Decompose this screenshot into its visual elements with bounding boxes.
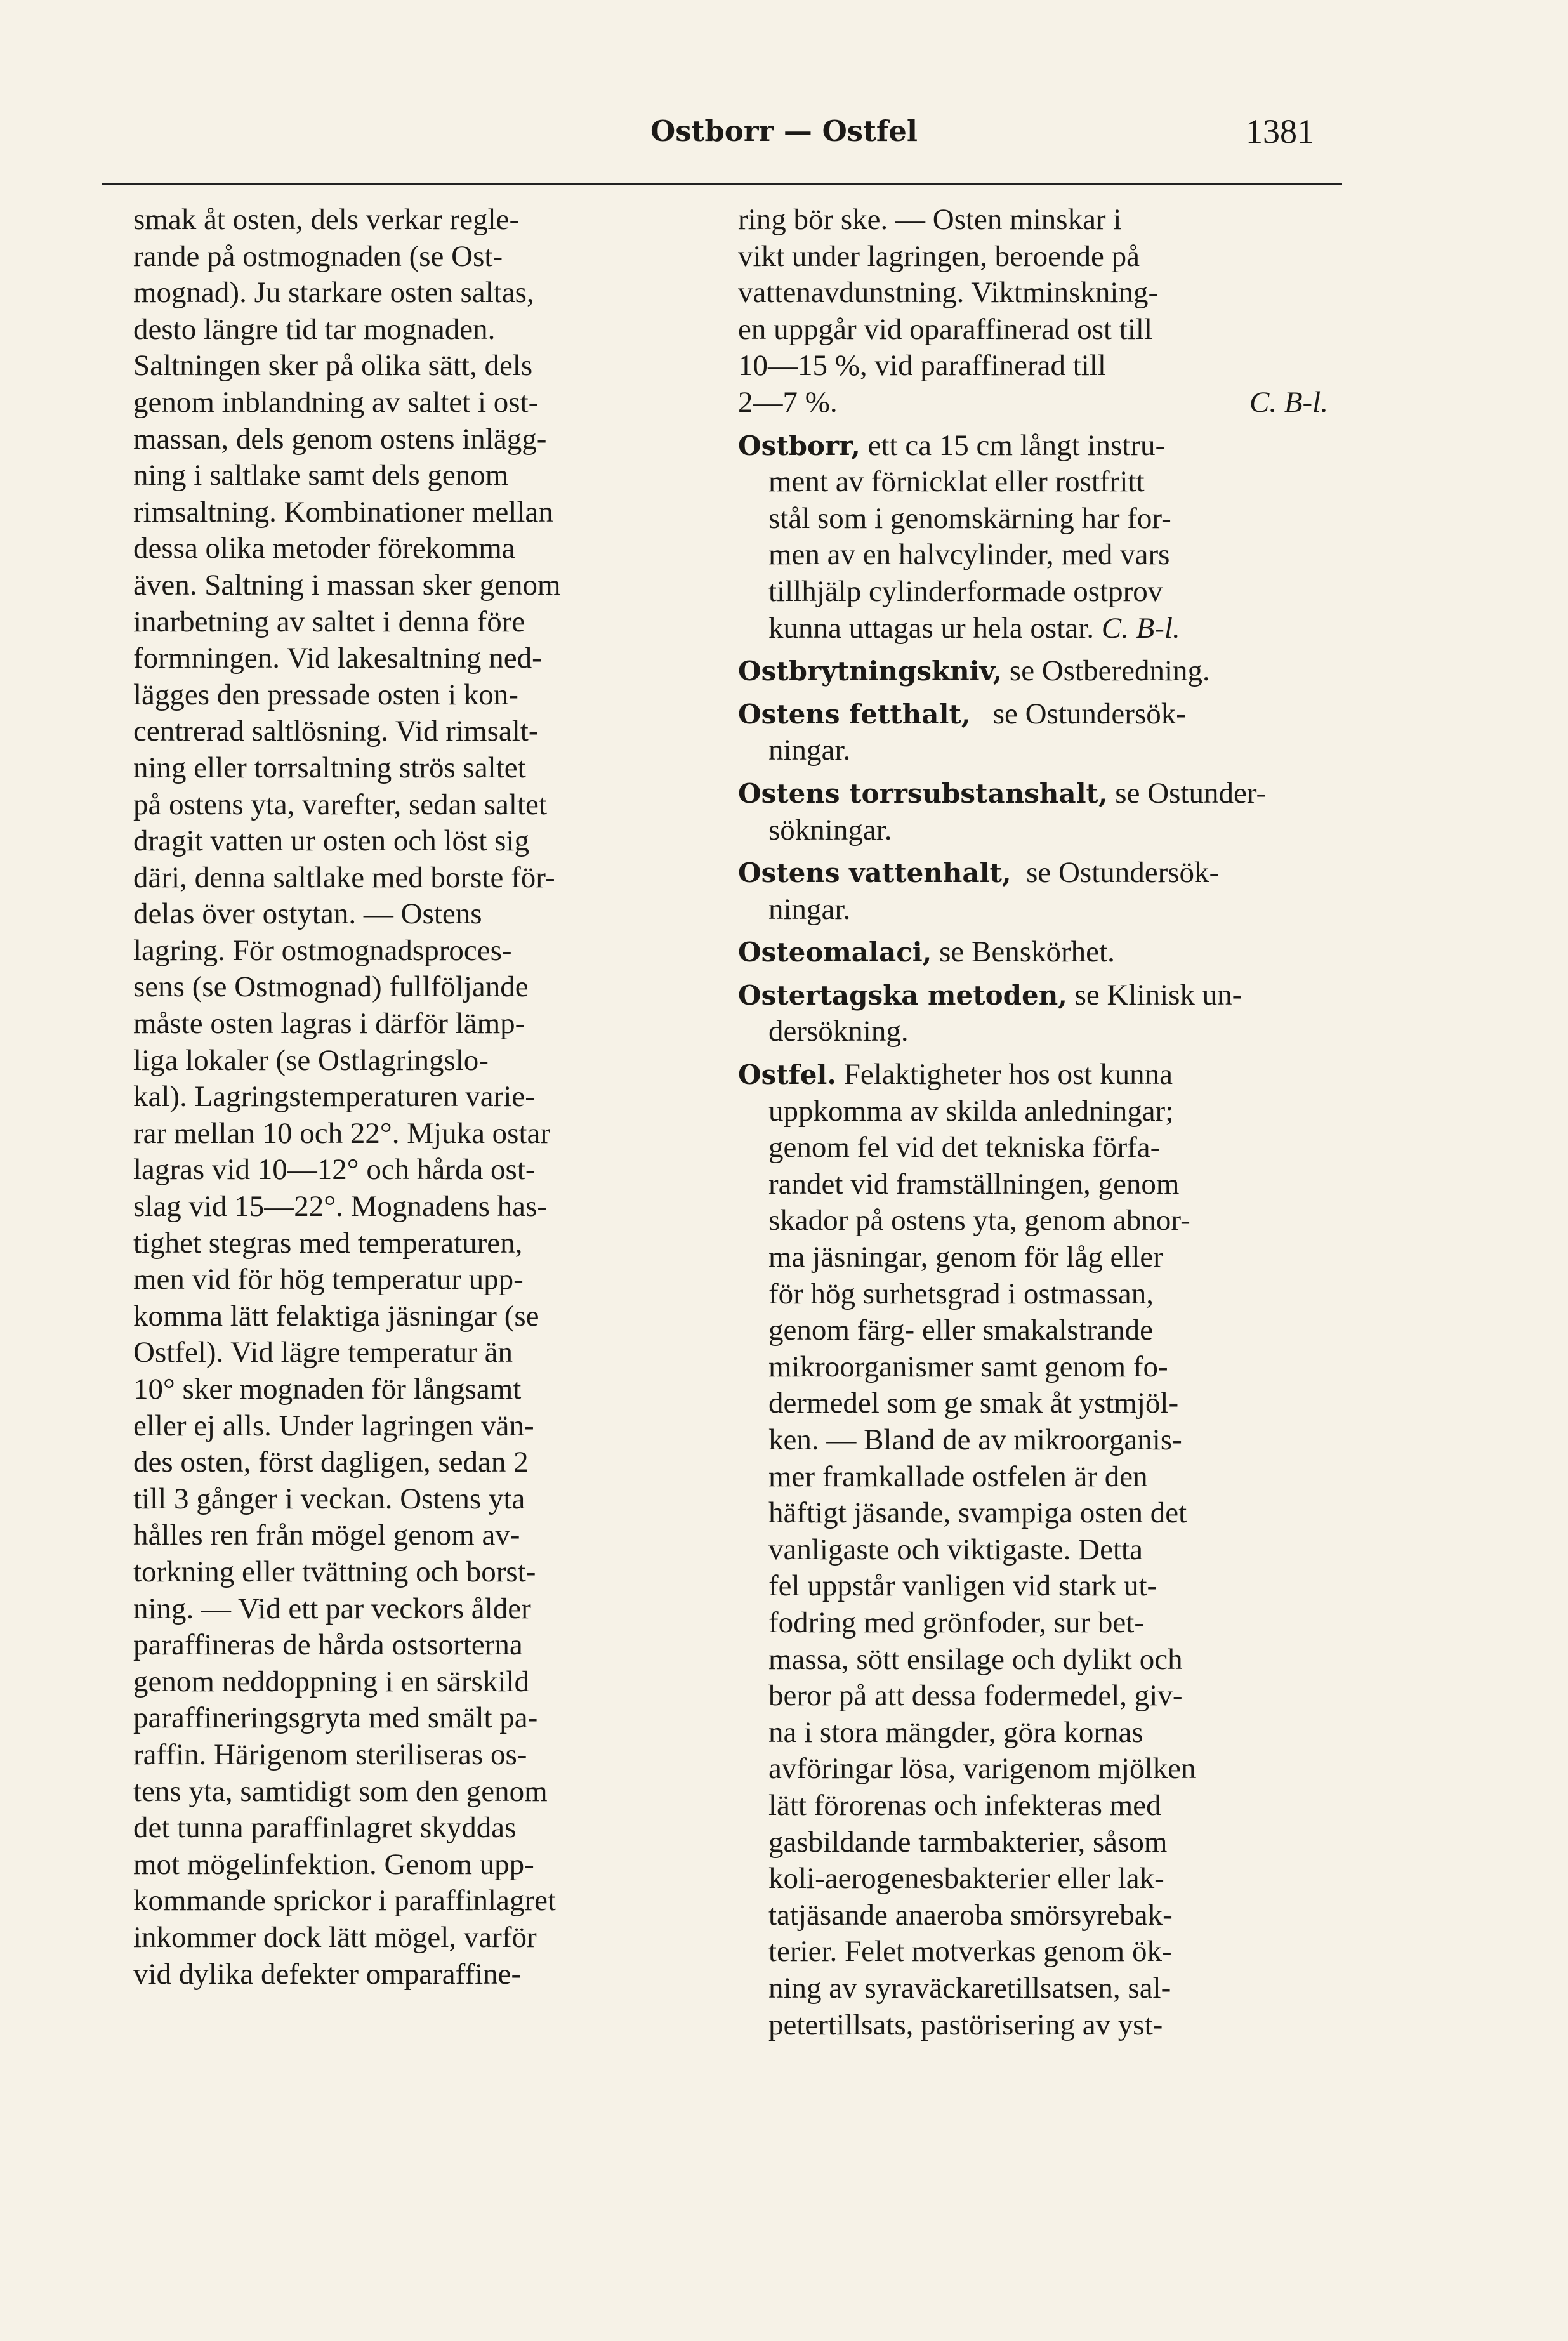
text-line: mer framkallade ostfelen är den <box>768 1460 1148 1493</box>
text-line: Saltningen sker på olika sätt, dels <box>133 349 533 383</box>
text-line: tens yta, samtidigt som den genom <box>133 1774 548 1808</box>
text-line: för hög surhetsgrad i ostmassan, <box>768 1277 1154 1310</box>
text-line <box>738 385 1341 421</box>
text-line: eller ej alls. Under lagringen vän- <box>133 1409 534 1442</box>
text-line: tillhjälp cylinderformade ostprov <box>768 574 1163 608</box>
text-line: 10° sker mognaden för långsamt <box>133 1373 522 1406</box>
text-line: petertillsats, pastörisering av yst- <box>768 2008 1163 2041</box>
text-line: ning. — Vid ett par veckors ålder <box>133 1592 531 1625</box>
running-head <box>0 108 1568 159</box>
text-line <box>738 610 1341 647</box>
text-line: till 3 gånger i veckan. Ostens yta <box>133 1482 525 1515</box>
headword: Ostens vattenhalt, <box>738 857 1011 889</box>
text-fragment: kunna uttagas ur hela ostar. <box>768 611 1094 645</box>
text-line: sökningar. <box>768 813 892 847</box>
cross-reference: se Benskörhet. <box>939 935 1115 969</box>
text-line: delas över ostytan. — Ostens <box>133 897 482 931</box>
text-line: gasbildande tarmbakterier, såsom <box>768 1825 1168 1859</box>
cross-reference: se Klinisk un- <box>1074 978 1242 1012</box>
entry-ostens-torrsubstanshalt <box>738 775 1341 848</box>
text-line: vattenavdunstning. Viktminskning- <box>738 276 1159 310</box>
text-line: paraffineras de hårda ostsorterna <box>133 1628 523 1662</box>
text-line: inkommer dock lätt mögel, varför <box>133 1920 537 1954</box>
text-line: smak åt osten, dels verkar regle- <box>133 203 520 236</box>
cross-reference: se Ostundersök- <box>992 697 1186 730</box>
text-line: dessa olika metoder förekomma <box>133 532 515 565</box>
text-line: ning i saltlake samt dels genom <box>133 459 509 492</box>
text-line: lägges den pressade osten i kon- <box>133 678 518 711</box>
text-line: dragit vatten ur osten och löst sig <box>133 824 529 858</box>
entry-osteomalaci <box>738 934 1341 971</box>
text-line: koli-aerogenesbakterier eller lak- <box>768 1862 1164 1896</box>
text-line: raffin. Härigenom steriliseras os- <box>133 1738 527 1771</box>
running-title: Ostborr — Ostfel <box>650 114 918 148</box>
text-line: ning av syraväckaretillsatsen, sal- <box>768 1971 1171 2005</box>
text-line: dermedel som ge smak åt ystmjöl- <box>768 1387 1179 1420</box>
text-line: rande på ostmognaden (se Ost- <box>133 239 503 273</box>
text-line <box>738 977 1341 1014</box>
text-line: genom färg- eller smakalstrande <box>768 1314 1153 1347</box>
text-line <box>738 1057 1341 1093</box>
text-line: lätt förorenas och infekteras med <box>768 1788 1161 1822</box>
entry-ostfel <box>738 1057 1341 2043</box>
text-line: inarbetning av saltet i denna före <box>133 605 525 638</box>
text-line: des osten, först dagligen, sedan 2 <box>133 1446 529 1479</box>
text-line: tatjäsande anaeroba smörsyrebak- <box>768 1898 1173 1932</box>
left-column <box>133 202 692 1993</box>
text-line: det tunna paraffinlagret skyddas <box>133 1811 517 1845</box>
text-line: genom fel vid det tekniska förfa- <box>768 1131 1161 1164</box>
text-line: lagring. För ostmognadsproces- <box>133 933 512 967</box>
text-line: ment av förnicklat eller rostfritt <box>768 465 1145 499</box>
text-line: kommande sprickor i paraffinlagret <box>133 1884 557 1918</box>
entry-ostbrytningskniv <box>738 653 1341 690</box>
text-line: vikt under lagringen, beroende på <box>738 239 1140 273</box>
text-line: mognad). Ju starkare osten saltas, <box>133 276 534 310</box>
text-line: mikroorganismer samt genom fo- <box>768 1350 1168 1383</box>
headword: Ostertagska metoden, <box>738 979 1067 1011</box>
text-line <box>738 775 1341 812</box>
text-line: ning eller torrsaltning strös saltet <box>133 751 526 784</box>
text-line <box>738 428 1341 465</box>
text-line: mot mögelinfektion. Genom upp- <box>133 1847 534 1881</box>
text-line: dersökning. <box>768 1015 909 1048</box>
text-line: avföringar lösa, varigenom mjölken <box>768 1752 1196 1786</box>
entry-ostborr <box>738 428 1341 647</box>
text-line: beror på att dessa fodermedel, giv- <box>768 1679 1183 1713</box>
text-line: även. Saltning i massan sker genom <box>133 568 561 602</box>
text-line: terier. Felet motverkas genom ök- <box>768 1935 1172 1968</box>
text-line: torkning eller tvättning och borst- <box>133 1555 536 1588</box>
text-line: liga lokaler (se Ostlagringslo- <box>133 1043 489 1077</box>
text-line: 10—15 %, vid paraffinerad till <box>738 349 1106 383</box>
text-line: ningar. <box>768 734 851 767</box>
text-line: fel uppstår vanligen vid stark ut- <box>768 1569 1157 1603</box>
text-line: genom inblandning av saltet i ost- <box>133 385 539 419</box>
headword: Osteomalaci, <box>738 937 932 968</box>
text-fragment: Felaktigheter hos ost kunna <box>843 1058 1173 1091</box>
text-line: men vid för hög temperatur upp- <box>133 1263 524 1296</box>
text-line: desto längre tid tar mognaden. <box>133 312 496 346</box>
text-line: måste osten lagras i därför lämp- <box>133 1007 525 1041</box>
page-number: 1381 <box>1246 112 1314 150</box>
text-line: paraffineringsgryta med smält pa- <box>133 1701 538 1735</box>
text-line: häftigt jäsande, svampiga osten det <box>768 1496 1187 1530</box>
text-line: Ostfel). Vid lägre temperatur än <box>133 1336 513 1369</box>
text-line: ken. — Bland de av mikroorganis- <box>768 1423 1182 1456</box>
text-line: rar mellan 10 och 22°. Mjuka ostar <box>133 1116 551 1150</box>
text-line <box>738 855 1341 892</box>
text-line: kal). Lagringstemperaturen varie- <box>133 1080 535 1114</box>
text-line: na i stora mängder, göra kornas <box>768 1715 1143 1749</box>
header-rule <box>102 183 1342 185</box>
text-line: men av en halvcylinder, med vars <box>768 538 1170 572</box>
text-fragment: ett ca 15 cm långt instru- <box>867 428 1166 462</box>
text-line: sens (se Ostmognad) fullföljande <box>133 970 529 1004</box>
text-line: formningen. Vid lakesaltning ned- <box>133 642 542 675</box>
text-line: en uppgår vid oparaffinerad ost till <box>738 312 1153 346</box>
text-line <box>738 653 1341 690</box>
text-line: ma jäsningar, genom för låg eller <box>768 1241 1163 1274</box>
text-line: ningar. <box>768 892 851 926</box>
text-line: skador på ostens yta, genom abnor- <box>768 1204 1190 1237</box>
text-line: centrerad saltlösning. Vid rimsalt- <box>133 715 539 748</box>
text-line: på ostens yta, varefter, sedan saltet <box>133 788 547 821</box>
entry-ostens-vattenhalt <box>738 855 1341 928</box>
text-line: fodring med grönfoder, sur bet- <box>768 1606 1144 1639</box>
right-column <box>738 202 1341 2043</box>
author-signature: C. B-l. <box>1249 385 1328 419</box>
text-line: vanligaste och viktigaste. Detta <box>768 1533 1143 1566</box>
headword: Ostbrytningskniv, <box>738 656 1003 687</box>
headword: Ostens torrsubstanshalt, <box>738 777 1108 809</box>
text-line: däri, denna saltlake med borste för- <box>133 861 555 894</box>
text-line <box>738 696 1341 733</box>
text-line: genom neddoppning i en särskild <box>133 1665 529 1698</box>
cross-reference: se Ostunder- <box>1115 776 1267 810</box>
text-line: uppkomma av skilda anledningar; <box>768 1094 1174 1128</box>
headword: Ostfel. <box>738 1059 836 1091</box>
text-line: rimsaltning. Kombinationer mellan <box>133 495 553 529</box>
headword: Ostens fetthalt, <box>738 698 971 730</box>
entry-continuation <box>738 202 1341 421</box>
text-line: randet vid framställningen, genom <box>768 1167 1180 1201</box>
headword: Ostborr, <box>738 430 860 461</box>
text-line: vid dylika defekter omparaffine- <box>133 1957 522 1991</box>
text-line: hålles ren från mögel genom av- <box>133 1519 520 1552</box>
text-line: komma lätt felaktiga jäsningar (se <box>133 1299 539 1333</box>
text-line: slag vid 15—22°. Mognadens has- <box>133 1190 547 1223</box>
text-line: massa, sött ensilage och dylikt och <box>768 1642 1183 1676</box>
text-fragment: 2—7 %. <box>738 385 838 419</box>
text-line <box>738 934 1341 971</box>
text-line: lagras vid 10—12° och hårda ost- <box>133 1153 536 1187</box>
entry-ostertagska-metoden <box>738 977 1341 1050</box>
text-line: stål som i genomskärning har for- <box>768 501 1171 535</box>
text-line: tighet stegras med temperaturen, <box>133 1226 523 1260</box>
text-line: ring bör ske. — Osten minskar i <box>738 203 1122 236</box>
entry-ostens-fetthalt <box>738 696 1341 769</box>
cross-reference: se Ostberedning. <box>1009 654 1210 688</box>
author-signature: C. B-l. <box>1101 611 1180 645</box>
text-line: massan, dels genom ostens inlägg- <box>133 422 547 456</box>
cross-reference: se Ostundersök- <box>1026 856 1220 890</box>
